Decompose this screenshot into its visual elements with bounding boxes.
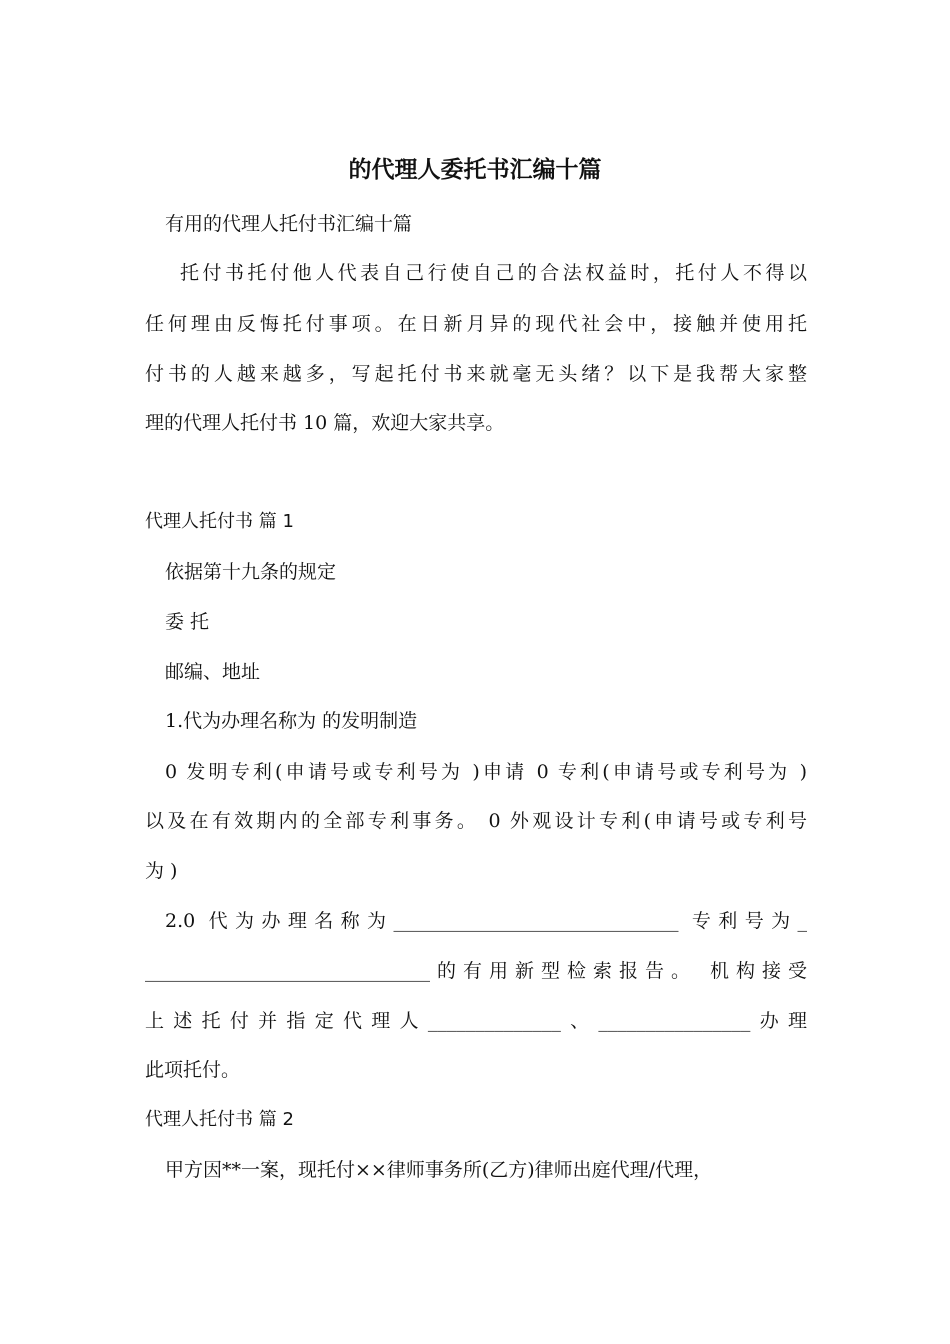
section-1-line: 依据第十九条的规定	[165, 561, 337, 583]
section-2-line: 甲方因**一案，现托付××律师事务所(乙方)律师出庭代理/代理，	[165, 1159, 713, 1181]
intro-line-4: 理的代理人托付书 10 篇，欢迎大家共享。	[145, 412, 505, 434]
section-1-line: 2.0 代为办理名称为______________________________ 专利号为_	[165, 910, 807, 932]
section-1-line: 此项托付。	[145, 1059, 241, 1081]
section-1-line: 0 发明专利(申请号或专利号为 )申请 0 专利(申请号或专利号为 )	[165, 761, 807, 783]
section-1-heading: 代理人托付书 篇 1	[145, 511, 294, 532]
intro-line-2: 任何理由反悔托付事项。在日新月异的现代社会中，接触并使用托	[145, 313, 807, 335]
section-2-heading: 代理人托付书 篇 2	[145, 1109, 294, 1130]
section-1-line: ______________________________的有用新型检索报告。 机构接受	[145, 960, 807, 982]
document-subtitle: 有用的代理人托付书汇编十篇	[165, 213, 413, 235]
intro-line-1: 托付书托付他人代表自己行使自己的合法权益时，托付人不得以	[180, 262, 807, 284]
section-1-line: 邮编、地址	[165, 661, 261, 683]
section-1-line: 委 托	[165, 611, 210, 633]
section-1-line: 为 )	[145, 860, 178, 882]
section-1-line: 1.代为办理名称为 的发明制造	[165, 710, 418, 732]
document-title: 的代理人委托书汇编十篇	[348, 156, 602, 183]
section-1-line: 以及在有效期内的全部专利事务。 0 外观设计专利(申请号或专利号	[145, 810, 807, 832]
intro-line-3: 付书的人越来越多，写起托付书来就毫无头绪？以下是我帮大家整	[145, 363, 807, 385]
section-1-line: 上述托付并指定代理人______________、________________办理	[145, 1010, 807, 1032]
